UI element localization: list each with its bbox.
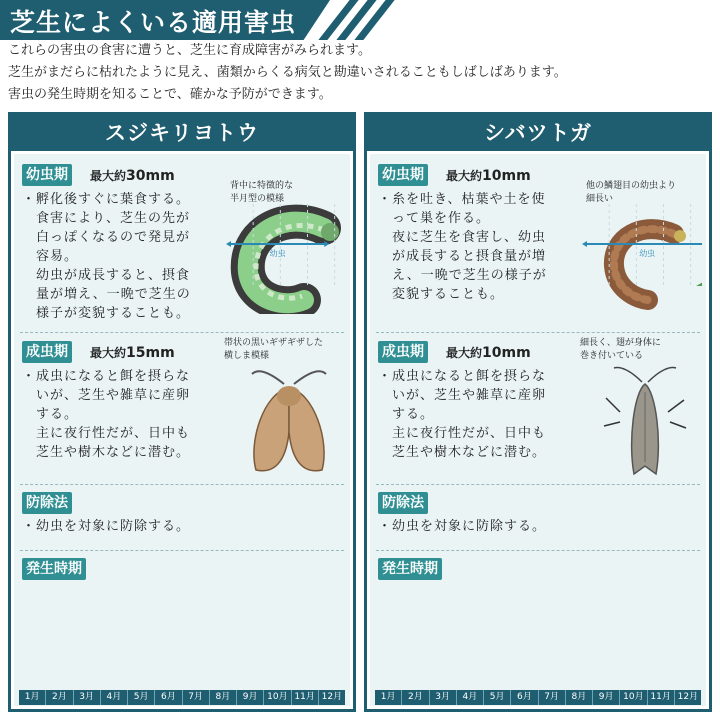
month-label: 11月: [291, 690, 318, 705]
text-line: 量が増え、一晩で芝生の: [22, 287, 191, 302]
text-line: 主に夜行性だが、日中も: [22, 426, 191, 441]
pest-panel: [8, 112, 356, 712]
month-label: 3月: [429, 690, 456, 705]
month-label: 5月: [483, 690, 510, 705]
month-label: 4月: [100, 690, 127, 705]
month-label: 3月: [73, 690, 100, 705]
text-line: する。: [22, 407, 79, 422]
adult-label: 成虫期: [22, 341, 72, 363]
text-line: 食害により、芝生の先が: [22, 211, 191, 226]
text-line: って巣を作る。: [378, 211, 491, 226]
text-line: ・成虫になると餌を摂らな: [22, 369, 191, 384]
text-line: 細長く、翅が身体に: [580, 338, 661, 348]
text-line: 横しま模様: [224, 351, 270, 361]
section-divider: [20, 332, 344, 333]
larva-note: [586, 180, 676, 206]
month-label: 2月: [401, 690, 428, 705]
caterpillar-head: [321, 223, 339, 241]
larva-label: 幼虫期: [378, 164, 428, 186]
text-line: 白っぽくなるので発見が: [22, 230, 191, 245]
occurrence-chart: [19, 608, 345, 708]
control-description: ・幼虫を対象に防除する。: [378, 519, 547, 534]
larva-arrow-head: [582, 241, 587, 247]
month-label: 7月: [182, 690, 209, 705]
larva-illustration: [582, 204, 702, 314]
text-line: 半月型の模様: [230, 194, 285, 204]
text-line: 細長い: [586, 194, 614, 204]
caterpillar-head: [674, 230, 686, 242]
month-label: 6月: [154, 690, 181, 705]
control-description: ・幼虫を対象に防除する。: [22, 519, 191, 534]
adult-occurrence-area: [696, 259, 702, 286]
month-label: 5月: [127, 690, 154, 705]
text-line: ・糸を吐き、枯葉や土を使: [378, 192, 546, 207]
intro-line: 害虫の発生時期を知ることで、確かな予防ができます。: [8, 87, 332, 102]
text-line: ・成虫になると餌を摂らな: [378, 369, 547, 384]
period-label: 発生時期: [22, 558, 86, 580]
month-axis: [19, 690, 345, 705]
adult-description: [22, 367, 190, 462]
text-line: 芝生や樹木などに潜む。: [22, 445, 191, 460]
larva-illustration: [226, 204, 346, 314]
month-label: 1月: [380, 692, 396, 702]
text-line: 背中に特徴的な: [230, 181, 294, 191]
text-line: 帯状の黒いギザギザした: [224, 338, 324, 348]
month-label: 12月: [318, 690, 345, 705]
moth-antennae: [614, 368, 676, 382]
larva-size: 最大約10mm: [446, 168, 531, 184]
occurrence-chart: [375, 608, 701, 708]
text-line: 幼虫が成長すると、摂食: [22, 268, 191, 283]
month-label: 11月: [647, 690, 674, 705]
text-line: え、一晩で芝生の様子が: [378, 268, 547, 283]
month-label: 6月: [510, 690, 537, 705]
month-label: 2月: [45, 690, 72, 705]
month-label: 9月: [236, 690, 263, 705]
text-line: する。: [378, 407, 435, 422]
moth-brown-icon: [234, 362, 344, 480]
caterpillar-green-icon: [226, 204, 346, 314]
adult-note: [224, 337, 323, 363]
section-divider: [376, 332, 700, 333]
month-label: 8月: [209, 690, 236, 705]
intro-line: これらの害虫の食害に遭うと、芝生に育成障害がみられます。: [8, 43, 371, 58]
text-line: 夜に芝生を食害し、幼虫: [378, 230, 547, 245]
larva-size: 最大約30mm: [90, 168, 175, 184]
larva-period-label: 幼虫: [269, 249, 286, 258]
section-divider: [376, 484, 700, 485]
text-line: 変貌することも。: [378, 287, 505, 302]
intro-line: 芝生がまだらに枯れたように見え、菌類からくる病気と勘違いされることもしばしばあります。: [8, 65, 567, 80]
month-label: 1月: [24, 692, 40, 702]
pest-panel: [364, 112, 712, 712]
adult-size: 最大約10mm: [446, 345, 531, 361]
month-label: 10月: [619, 690, 646, 705]
adult-size: 最大約15mm: [90, 345, 175, 361]
caterpillar-brown-icon: [582, 204, 702, 314]
larva-description: [22, 190, 191, 323]
pest-name: スジキリヨトウ: [11, 115, 353, 151]
intro-text: [8, 40, 718, 106]
moth-antennae: [252, 371, 326, 384]
section-divider: [20, 484, 344, 485]
section-divider: [20, 550, 344, 551]
text-line: 主に夜行性だが、日中も: [378, 426, 547, 441]
header-banner: [0, 0, 720, 40]
text-line: 芝生や樹木などに潜む。: [378, 445, 547, 460]
adult-illustration: [234, 362, 344, 480]
month-label: 10月: [263, 690, 290, 705]
text-line: いが、芝生や雑草に産卵: [22, 388, 191, 403]
adult-note: [580, 337, 661, 363]
period-label: 発生時期: [378, 558, 442, 580]
larva-note: [230, 180, 293, 206]
larva-arrow-head: [226, 241, 231, 247]
adult-description: [378, 367, 546, 462]
larva-description: [378, 190, 547, 304]
occurrence-svg: [19, 608, 345, 690]
text-line: 様子が変貌することも。: [22, 306, 191, 321]
control-label: 防除法: [378, 492, 428, 514]
occurrence-svg: [375, 608, 701, 690]
text-line: 容易。: [22, 249, 79, 264]
section-divider: [376, 550, 700, 551]
text-line: が成長すると摂食量が増: [378, 249, 547, 264]
text-line: 巻き付いている: [580, 351, 644, 361]
larva-label: 幼虫期: [22, 164, 72, 186]
page-title: 芝生によくいる適用害虫: [10, 8, 297, 37]
larva-period-label: 幼虫: [639, 249, 656, 258]
month-label: 12月: [674, 690, 701, 705]
adult-illustration: [590, 362, 700, 480]
moth-thorax: [277, 386, 301, 406]
control-label: 防除法: [22, 492, 72, 514]
pest-name: シバツトガ: [367, 115, 709, 151]
adult-label: 成虫期: [378, 341, 428, 363]
month-label: 9月: [592, 690, 619, 705]
month-axis: [375, 690, 701, 705]
text-line: 他の鱗翅目の幼虫より: [586, 181, 677, 191]
moth-gray-icon: [590, 362, 700, 480]
month-label: 8月: [565, 690, 592, 705]
month-label: 4月: [456, 690, 483, 705]
text-line: ・孵化後すぐに葉食する。: [22, 192, 191, 207]
month-label: 7月: [538, 690, 565, 705]
text-line: いが、芝生や雑草に産卵: [378, 388, 547, 403]
